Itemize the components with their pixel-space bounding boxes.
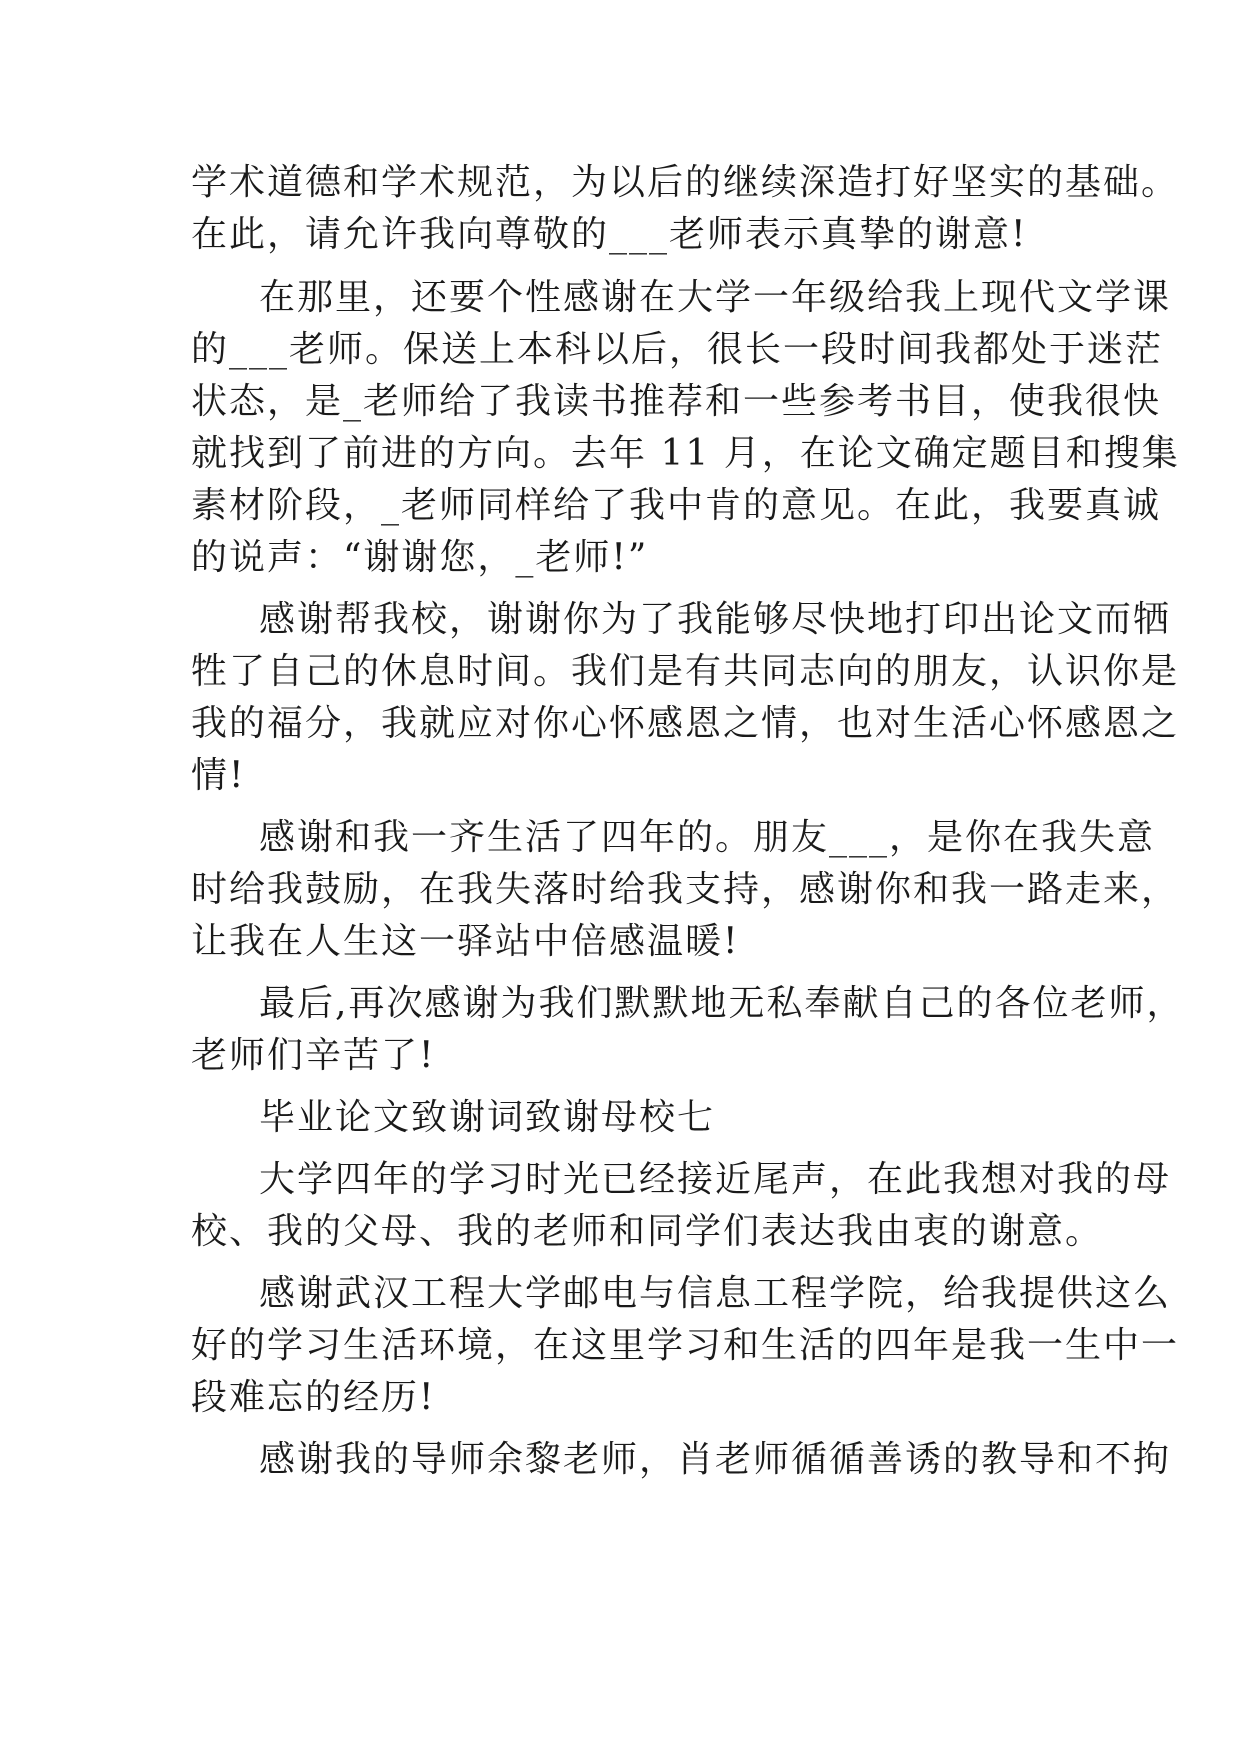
text-line-2: 在此，请允许我向尊敬的___老师表示真挚的谢意! [191, 214, 1028, 255]
text-line-6: 就找到了前进的方向。去年 11 月，在论文确定题目和搜集 [191, 433, 1180, 474]
section-heading: 毕业论文致谢词致谢母校七 [259, 1097, 716, 1138]
text-line-15: 让我在人生这一驿站中倍感温暖! [191, 921, 740, 962]
paragraph-start-line: 感谢武汉工程大学邮电与信息工程学院，给我提供这么 [259, 1273, 1172, 1314]
text-line-14: 时给我鼓励，在我失落时给我支持，感谢你和我一路走来， [191, 869, 1180, 910]
paragraph-start-line: 感谢我的导师余黎老师，肖老师循循善诱的教导和不拘 [259, 1439, 1172, 1480]
paragraph-start-line: 感谢和我一齐生活了四年的。朋友___，是你在我失意 [259, 817, 1156, 858]
text-line-4: 的___老师。保送上本科以后，很长一段时间我都处于迷茫 [191, 329, 1164, 370]
text-line-20: 校、我的父母、我的老师和同学们表达我由衷的谢意。 [191, 1211, 1104, 1252]
text-line-11: 我的福分，我就应对你心怀感恩之情，也对生活心怀感恩之 [191, 703, 1180, 744]
text-line-7: 素材阶段，_老师同样给了我中肯的意见。在此，我要真诚 [191, 485, 1162, 526]
text-line-23: 段难忘的经历! [191, 1377, 436, 1418]
paragraph-start-line: 在那里，还要个性感谢在大学一年级给我上现代文学课 [259, 277, 1172, 318]
text-line-5: 状态，是_老师给了我读书推荐和一些参考书目，使我很快 [191, 381, 1162, 422]
text-line-12: 情! [191, 755, 246, 796]
text-line-10: 牲了自己的休息时间。我们是有共同志向的朋友，认识你是 [191, 651, 1180, 692]
paragraph-start-line: 最后,再次感谢为我们默默地无私奉献自己的各位老师， [259, 983, 1185, 1024]
text-line-22: 好的学习生活环境，在这里学习和生活的四年是我一生中一 [191, 1325, 1180, 1366]
text-line-1: 学术道德和学术规范，为以后的继续深造打好坚实的基础。 [191, 162, 1180, 203]
paragraph-start-line: 大学四年的学习时光已经接近尾声，在此我想对我的母 [259, 1159, 1172, 1200]
text-line-8: 的说声：“谢谢您，_老师!” [191, 537, 649, 578]
text-line-17: 老师们辛苦了! [191, 1035, 436, 1076]
paragraph-start-line: 感谢帮我校，谢谢你为了我能够尽快地打印出论文而牺 [259, 599, 1172, 640]
